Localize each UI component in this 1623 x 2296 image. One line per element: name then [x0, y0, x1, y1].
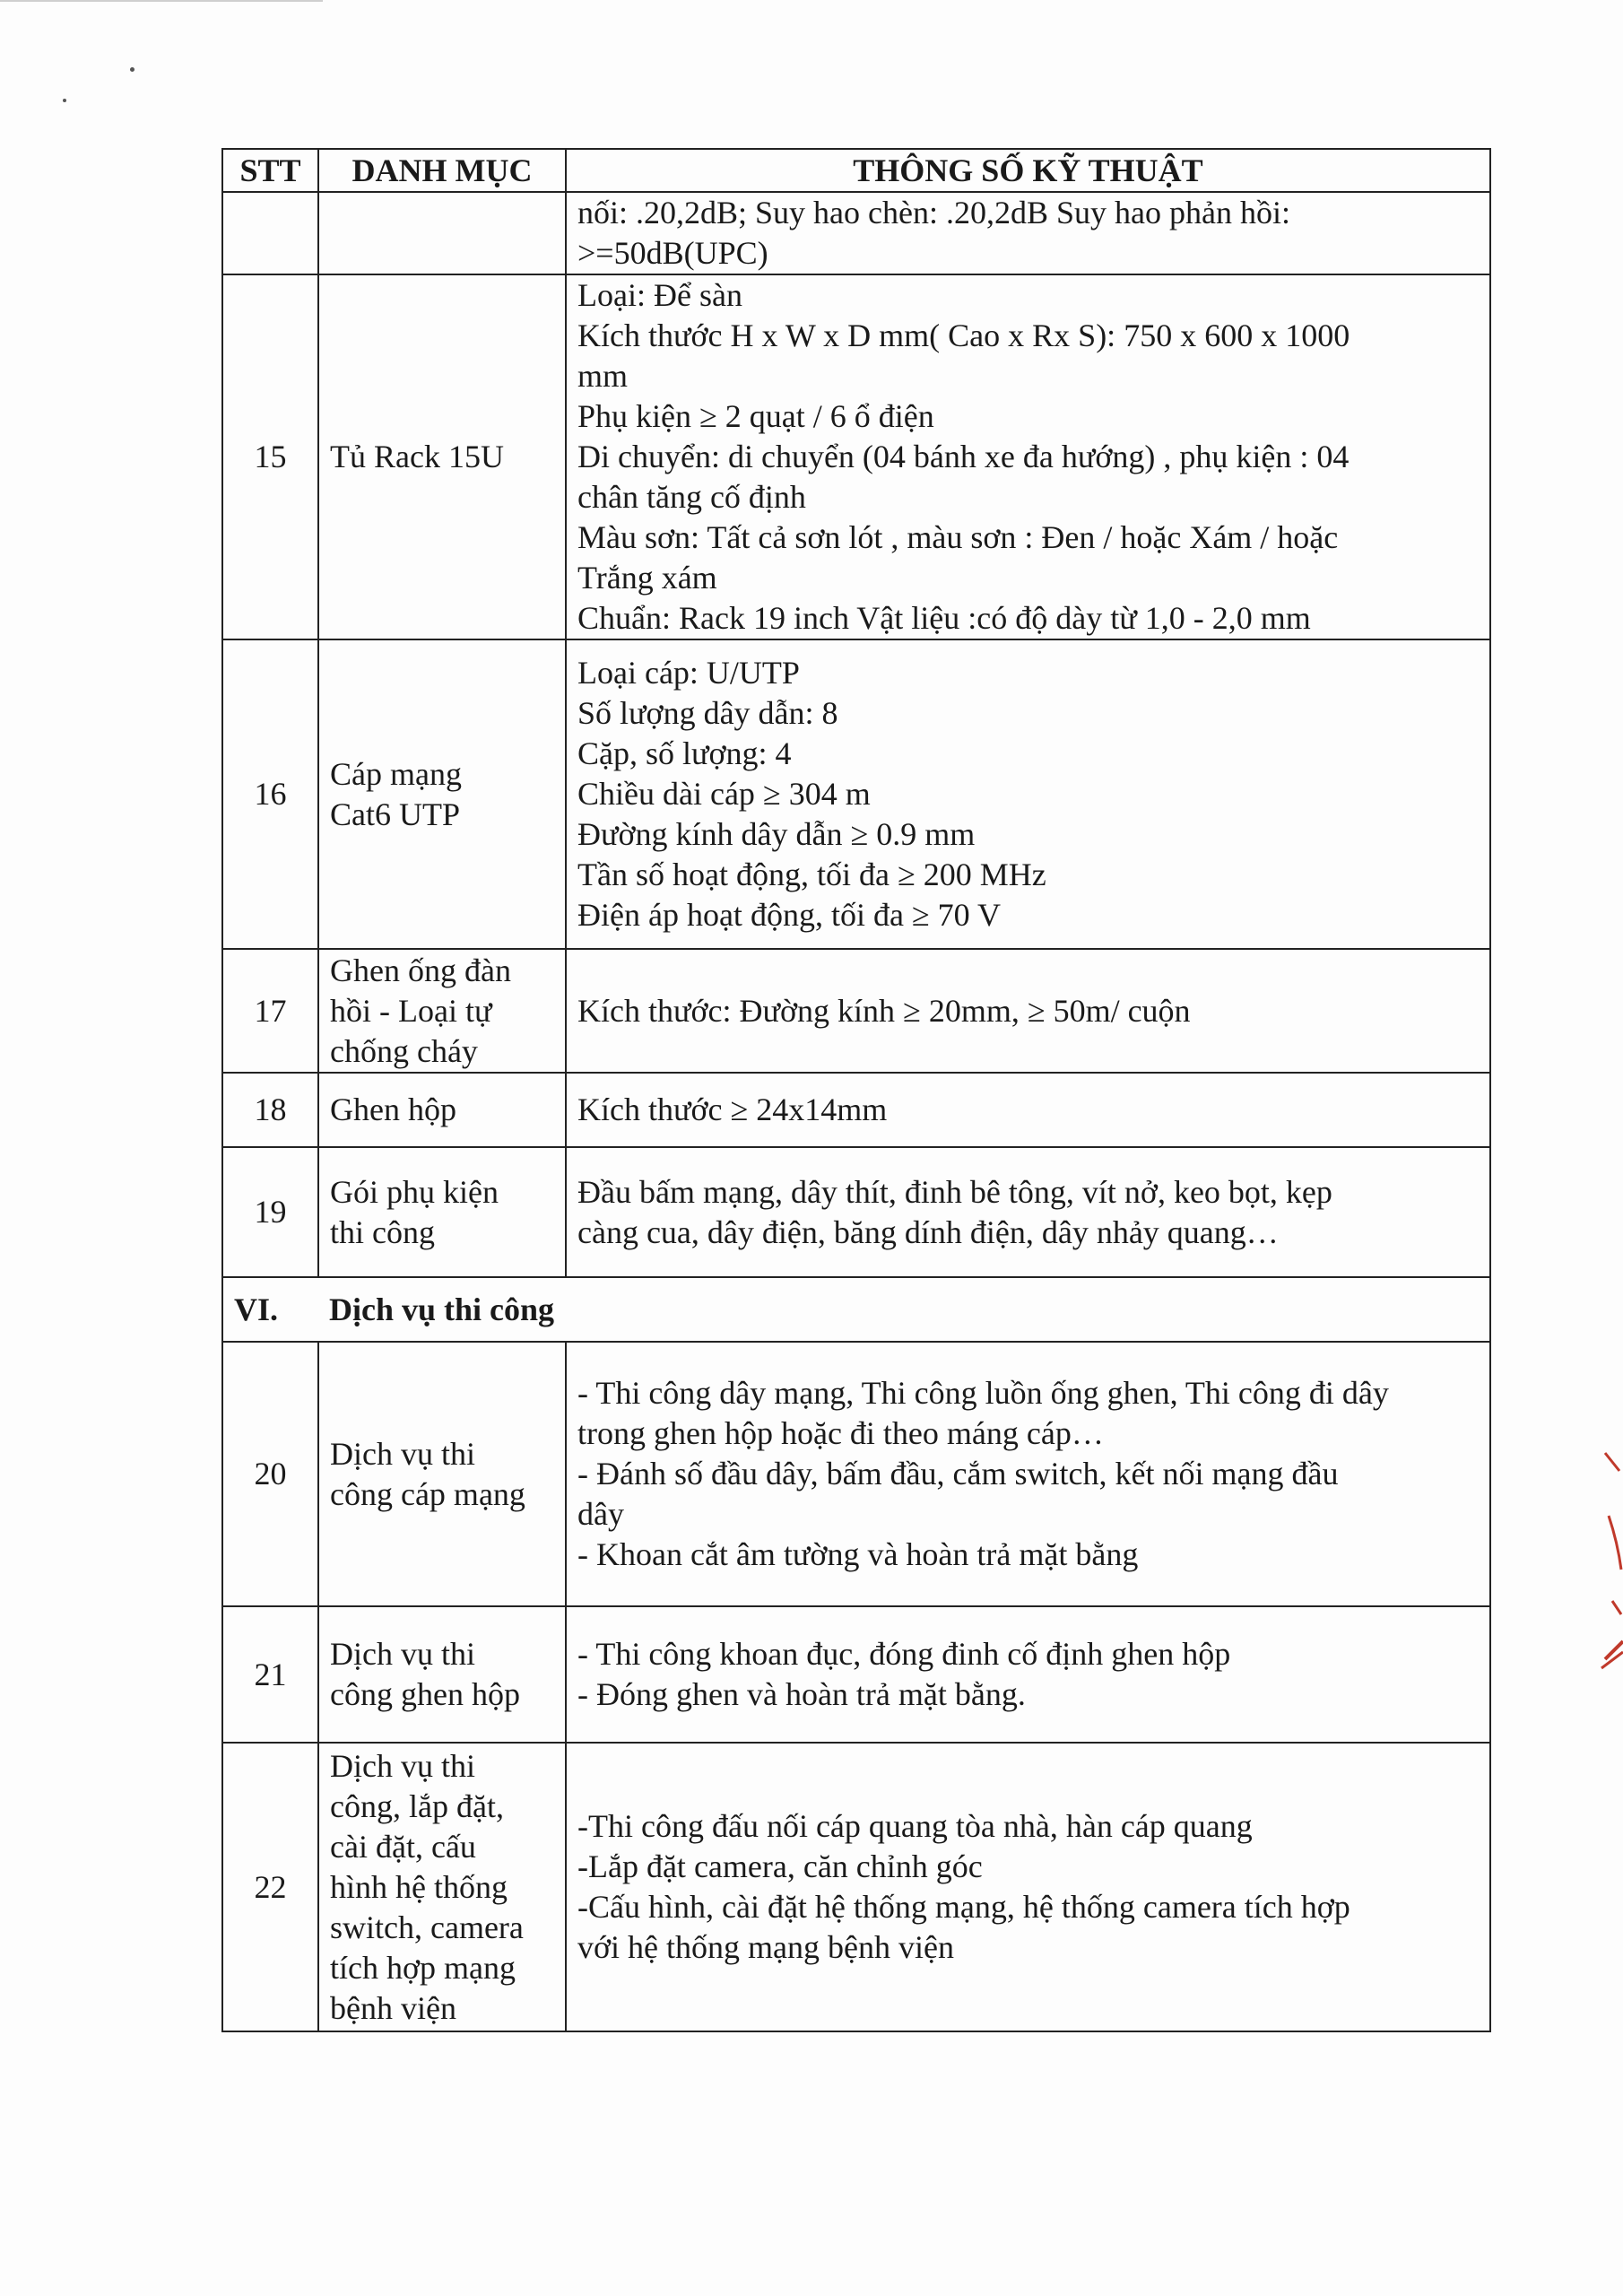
category-line: cài đặt, cấu	[330, 1828, 476, 1865]
category-line: Cáp mạng	[330, 755, 462, 792]
table-header-row	[222, 149, 1490, 192]
spec-line: Đầu bấm mạng, dây thít, đinh bê tông, vít nở, keo bọt, kẹp	[577, 1173, 1332, 1210]
scan-speck	[130, 67, 135, 72]
row-category	[318, 949, 566, 1073]
header-spec: THÔNG SỐ KỸ THUẬT	[566, 149, 1490, 192]
category-line: thi công	[330, 1213, 435, 1250]
category-line: Gói phụ kiện	[330, 1173, 499, 1210]
row-spec	[566, 1342, 1490, 1606]
spec-line: -Lắp đặt camera, căn chỉnh góc	[577, 1848, 983, 1884]
spec-line: >=50dB(UPC)	[577, 235, 768, 271]
header-category: DANH MỤC	[318, 149, 566, 192]
row-category	[318, 1743, 566, 2031]
spec-line: Loại: Để sàn	[577, 277, 742, 313]
row-stt: 22	[222, 1743, 318, 2031]
spec-line: Di chuyển: di chuyển (04 bánh xe đa hướng) , phụ kiện : 04	[577, 439, 1350, 474]
row-stt: 16	[222, 639, 318, 949]
category-line: hồi - Loại tự	[330, 992, 492, 1029]
row-category	[318, 192, 566, 274]
category-line: Dịch vụ thi	[330, 1636, 475, 1672]
category-line: switch, camera	[330, 1909, 524, 1945]
row-spec	[566, 949, 1490, 1073]
table-row	[222, 1073, 1490, 1147]
spec-line: Kích thước: Đường kính ≥ 20mm, ≥ 50m/ cuộn	[577, 992, 1191, 1029]
row-spec	[566, 274, 1490, 639]
row-stt: 18	[222, 1073, 318, 1147]
category-line: công, lắp đặt,	[330, 1787, 504, 1824]
table-row	[222, 639, 1490, 949]
spec-line: Phụ kiện ≥ 2 quạt / 6 ổ điện	[577, 398, 934, 434]
category-line: Tủ Rack 15U	[330, 439, 504, 474]
table-row	[222, 1606, 1490, 1743]
table-row	[222, 1147, 1490, 1277]
table-row	[222, 1342, 1490, 1606]
category-line: bệnh viện	[330, 1989, 456, 2026]
category-line: Ghen hộp	[330, 1091, 456, 1127]
row-spec	[566, 1606, 1490, 1743]
spec-line: Cặp, số lượng: 4	[577, 735, 792, 771]
scan-edge-line	[0, 0, 323, 2]
row-stt	[222, 192, 318, 274]
table-row	[222, 949, 1490, 1073]
scan-speck	[63, 99, 66, 102]
spec-line: - Khoan cắt âm tường và hoàn trả mặt bằng	[577, 1536, 1139, 1572]
section-row	[222, 1277, 1490, 1342]
spec-line: với hệ thống mạng bệnh viện	[577, 1929, 954, 1965]
table-row	[222, 1743, 1490, 2031]
row-spec	[566, 1743, 1490, 2031]
table-row	[222, 192, 1490, 274]
row-stt: 19	[222, 1147, 318, 1277]
row-category	[318, 1147, 566, 1277]
spec-line: -Cấu hình, cài đặt hệ thống mạng, hệ thống camera tích hợp	[577, 1889, 1350, 1925]
row-category	[318, 1606, 566, 1743]
category-line: công ghen hộp	[330, 1676, 520, 1712]
row-category	[318, 1073, 566, 1147]
specification-table	[221, 148, 1491, 2032]
row-spec	[566, 1073, 1490, 1147]
stamp-fragment	[1596, 1444, 1623, 1695]
spec-line: Trắng xám	[577, 560, 717, 596]
row-category	[318, 1342, 566, 1606]
spec-line: dây	[577, 1496, 624, 1532]
spec-line: Số lượng dây dẫn: 8	[577, 695, 838, 731]
spec-line: Đường kính dây dẫn ≥ 0.9 mm	[577, 816, 976, 852]
spec-line: chân tăng cố định	[577, 479, 806, 515]
header-stt: STT	[222, 149, 318, 192]
spec-line: -Thi công đấu nối cáp quang tòa nhà, hàn cáp quang	[577, 1808, 1253, 1844]
row-spec	[566, 639, 1490, 949]
table-row	[222, 274, 1490, 639]
spec-line: Kích thước H x W x D mm( Cao x Rx S): 750 x 600 x 1000	[577, 317, 1350, 353]
category-line: Ghen ống đàn	[330, 952, 511, 988]
category-line: tích hợp mạng	[330, 1949, 516, 1986]
spec-line: Chiều dài cáp ≥ 304 m	[577, 776, 871, 812]
spec-line: - Thi công khoan đục, đóng đinh cố định ghen hộp	[577, 1636, 1231, 1672]
spec-line: càng cua, dây điện, băng dính điện, dây nhảy quang…	[577, 1213, 1279, 1250]
category-line: Cat6 UTP	[330, 796, 461, 832]
spec-line: Loại cáp: U/UTP	[577, 655, 800, 691]
category-line: hình hệ thống	[330, 1868, 508, 1905]
row-stt: 17	[222, 949, 318, 1073]
spec-line: mm	[577, 358, 629, 394]
spec-line: Tần số hoạt động, tối đa ≥ 200 MHz	[577, 857, 1046, 892]
row-stt: 20	[222, 1342, 318, 1606]
spec-line: - Đóng ghen và hoàn trả mặt bằng.	[577, 1676, 1026, 1712]
section-title: Dịch vụ thi công	[318, 1277, 1490, 1342]
row-stt: 15	[222, 274, 318, 639]
spec-line: nối: .20,2dB; Suy hao chèn: .20,2dB Suy hao phản hồi:	[577, 195, 1290, 230]
row-spec	[566, 192, 1490, 274]
row-stt: 21	[222, 1606, 318, 1743]
spec-line: Kích thước ≥ 24x14mm	[577, 1091, 888, 1127]
row-category	[318, 639, 566, 949]
category-line: chống cháy	[330, 1032, 478, 1069]
row-spec	[566, 1147, 1490, 1277]
spec-line: - Đánh số đầu dây, bấm đầu, cắm switch, kết nối mạng đầu	[577, 1456, 1339, 1492]
section-number: VI.	[222, 1277, 318, 1342]
category-line: Dịch vụ thi	[330, 1435, 475, 1472]
category-line: Dịch vụ thi	[330, 1747, 475, 1784]
spec-line: Điện áp hoạt động, tối đa ≥ 70 V	[577, 897, 1002, 933]
spec-line: - Thi công dây mạng, Thi công luồn ống ghen, Thi công đi dây	[577, 1375, 1389, 1411]
spec-line: Màu sơn: Tất cả sơn lót , màu sơn : Đen / hoặc Xám / hoặc	[577, 519, 1339, 555]
spec-line: trong ghen hộp hoặc đi theo máng cáp…	[577, 1415, 1104, 1451]
category-line: công cáp mạng	[330, 1475, 525, 1512]
row-category	[318, 274, 566, 639]
spec-line: Chuẩn: Rack 19 inch Vật liệu :có độ dày từ 1,0 - 2,0 mm	[577, 600, 1311, 636]
